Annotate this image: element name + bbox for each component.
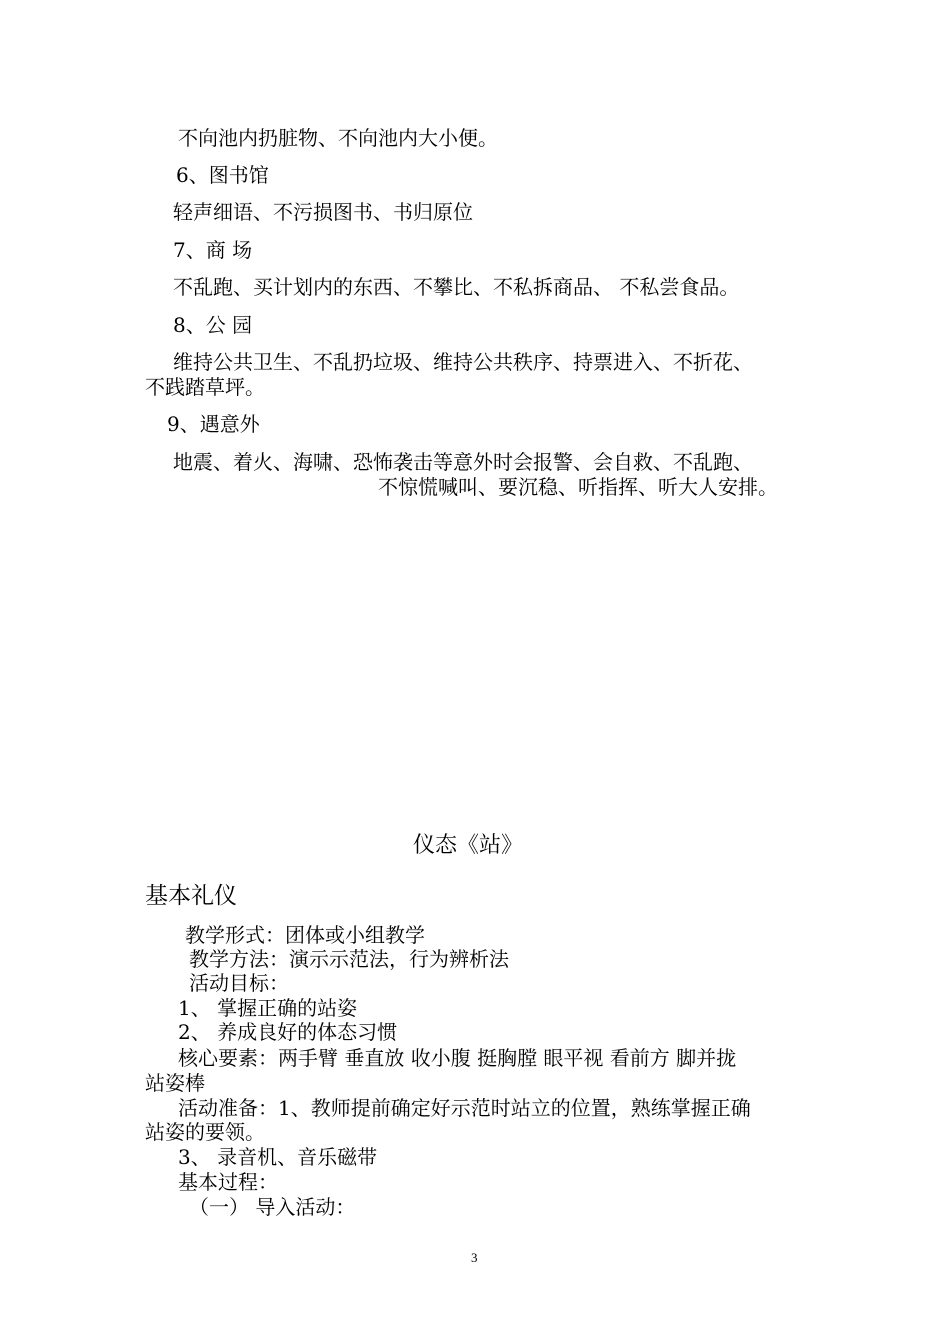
teaching-method: 教学方法：演示示范法，行为辨析法 — [189, 947, 509, 971]
item-6-title: 6、图书馆 — [176, 163, 269, 187]
pool-rule-text: 不向池内扔脏物、不向池内大小便。 — [178, 126, 498, 150]
item-8-title: 8、公 园 — [173, 313, 253, 337]
preparation-line2: 站姿的要领。 — [145, 1120, 265, 1144]
core-elements-line1: 核心要素：两手臂 垂直放 收小腹 挺胸膛 眼平视 看前方 脚并拢 — [178, 1046, 737, 1070]
core-elements-line2: 站姿棒 — [145, 1071, 205, 1095]
teaching-form: 教学形式：团体或小组教学 — [185, 923, 425, 947]
item-7-text: 不乱跑、买计划内的东西、不攀比、不私拆商品、 不私尝食品。 — [173, 275, 740, 299]
item-9-text-line2: 不惊慌喊叫、要沉稳、听指挥、听大人安排。 — [378, 475, 778, 499]
step-1: （一） 导入活动： — [189, 1195, 356, 1219]
item-6-text: 轻声细语、不污损图书、书归原位 — [173, 200, 473, 224]
goals-label: 活动目标： — [189, 971, 289, 995]
section-heading: 基本礼仪 — [145, 883, 237, 909]
preparation-line1: 活动准备：1、教师提前确定好示范时站立的位置，熟练掌握正确 — [178, 1096, 751, 1120]
preparation-3: 3、 录音机、音乐磁带 — [178, 1145, 378, 1169]
process-label: 基本过程： — [178, 1170, 278, 1194]
goal-2: 2、 养成良好的体态习惯 — [178, 1020, 398, 1044]
item-8-text-line2: 不践踏草坪。 — [145, 375, 265, 399]
item-8-text-line1: 维持公共卫生、不乱扔垃圾、维持公共秩序、持票进入、不折花、 — [173, 350, 753, 374]
item-9-text-line1: 地震、着火、海啸、恐怖袭击等意外时会报警、会自救、不乱跑、 — [173, 450, 753, 474]
goal-1: 1、 掌握正确的站姿 — [178, 996, 358, 1020]
item-9-title: 9、遇意外 — [167, 412, 260, 436]
lesson-title: 仪态《站》 — [413, 833, 524, 858]
item-7-title: 7、商 场 — [173, 238, 253, 262]
page-number: 3 — [471, 1250, 478, 1265]
